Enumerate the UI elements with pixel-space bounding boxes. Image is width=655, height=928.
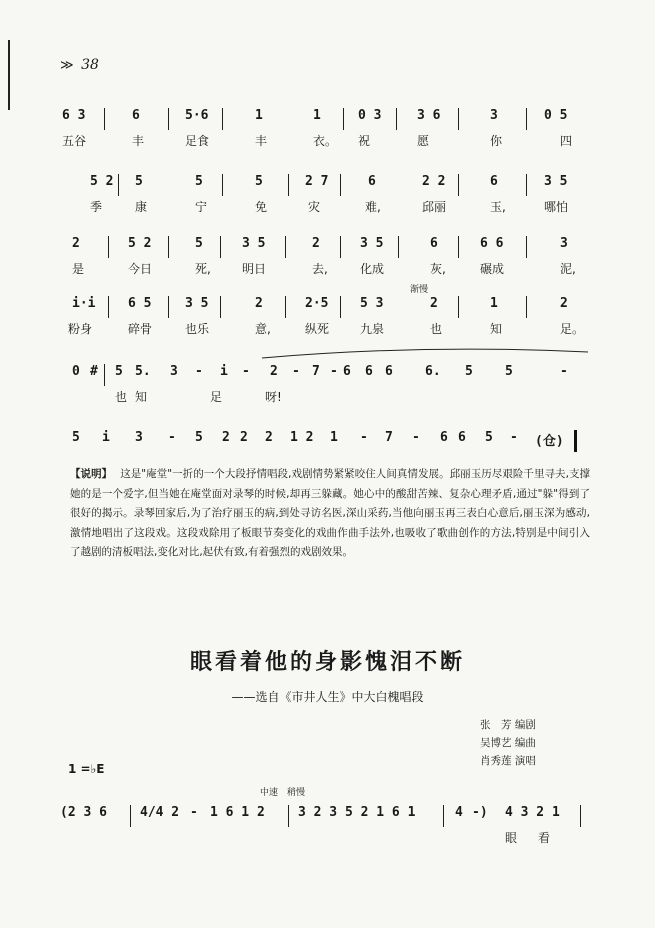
note: 3 6 <box>417 108 441 123</box>
note: 2 <box>270 364 278 379</box>
tempo-marking: 中速 稍慢 <box>260 788 306 798</box>
note: 1 6 1 2 <box>210 805 265 820</box>
note: 2 <box>430 296 438 311</box>
note: 2 <box>222 430 230 445</box>
note: 3 <box>560 236 568 251</box>
explanation-label: 【说明】 <box>70 468 113 480</box>
note: 2 2 <box>422 174 446 189</box>
note: 5 <box>72 430 80 445</box>
lyric: 愿 <box>417 134 430 148</box>
note: 6 <box>490 174 498 189</box>
note: (2 3 6 <box>60 805 107 820</box>
note: 5·6 <box>185 108 209 123</box>
key-signature: 1 =♭E <box>68 762 105 776</box>
note: - <box>190 805 198 820</box>
song-subtitle: ——选自《市井人生》中大白槐唱段 <box>231 690 424 704</box>
note: 6 <box>385 364 393 379</box>
note: 3 5 <box>360 236 384 251</box>
lyric: 四 <box>560 134 573 148</box>
lyric: 也乐 <box>185 322 210 336</box>
lyric: 知 <box>135 390 148 404</box>
note: - <box>168 430 176 445</box>
lyric: 也 <box>115 390 128 404</box>
lyric: 玉, <box>490 200 506 214</box>
note: 4/4 2 <box>140 805 180 820</box>
score-row-3 <box>60 236 600 284</box>
lyric: 你 <box>490 134 503 148</box>
lyric: 足。 <box>560 322 585 336</box>
note: 6 <box>343 364 351 379</box>
explanation <box>70 465 590 563</box>
note: 6 <box>368 174 376 189</box>
lyric: 季 <box>90 200 103 214</box>
note: 5 <box>485 430 493 445</box>
note: - <box>412 430 420 445</box>
note: - <box>360 430 368 445</box>
lyric: 粉身 <box>68 322 93 336</box>
final-barline <box>574 430 577 452</box>
lyric: 五谷 <box>62 134 87 148</box>
score-row-2 <box>60 174 600 222</box>
margin-line <box>8 40 10 110</box>
note: 2 <box>240 430 248 445</box>
lyric: 意, <box>255 322 271 336</box>
lyric: 今日 <box>128 262 153 276</box>
note: 0 5 <box>544 108 568 123</box>
note: 5 <box>465 364 473 379</box>
lyric: 九泉 <box>360 322 385 336</box>
note: 2 <box>255 296 263 311</box>
note: 6 5 <box>128 296 152 311</box>
lyric: 足 <box>210 390 223 404</box>
note: 1 2 <box>290 430 314 445</box>
lyric: 丰 <box>255 134 268 148</box>
note: 6 <box>365 364 373 379</box>
note: 1 <box>490 296 498 311</box>
note: -) <box>472 805 488 820</box>
credit-line: 肖秀莲 演唱 <box>480 755 536 767</box>
note: - <box>242 364 250 379</box>
explanation-text: 这是"庵堂"一折的一个大段抒情唱段,戏剧情势紧紧咬住人间真情发展。邱丽玉历尽艰险千里寻夫,支撑她的是一个爱字,但当她在庵堂面对录琴的时候,却再三躲藏。她心中的酸甜苦辣、复杂心理矛盾,通过"躲"得到了很好的揭示。录琴回家后,为了治疗丽玉的病,到处寻访名医,深山采药,当他向丽玉再三表白心意后,丽玉深为感动,激情地唱出了这段戏。这段戏除用了板眼节奏变化的戏曲作曲手法外,也吸收了歌曲创作的方法,特别是中间引入了越剧的清板唱法,变化对比,起伏有致,有着强烈的戏剧效果。 <box>70 468 591 558</box>
note: 0 3 <box>358 108 382 123</box>
credits <box>480 716 536 770</box>
note: 5 <box>195 236 203 251</box>
note: 3 2 3 5 2 1 6 1 <box>298 805 416 820</box>
page-header <box>60 57 99 73</box>
note: 6 <box>430 236 438 251</box>
note: i·i <box>72 296 96 311</box>
tempo-marking: 渐慢 <box>410 285 429 295</box>
lyric: 碎骨 <box>128 322 153 336</box>
note: 2 7 <box>305 174 329 189</box>
song-first-row <box>60 788 600 847</box>
note: 1 <box>255 108 263 123</box>
song-title: 眼看着他的身影愧泪不断 <box>189 649 465 675</box>
score-row-4 <box>60 285 600 344</box>
note: 6 6 <box>480 236 504 251</box>
note: 5. <box>135 364 151 379</box>
note: 5 <box>135 174 143 189</box>
note: 5 <box>195 174 203 189</box>
lyric: 也 <box>430 322 443 336</box>
note: - <box>292 364 300 379</box>
note: 6 <box>458 430 466 445</box>
lyric: 眼 <box>505 831 518 845</box>
lyric: 呀! <box>265 390 282 404</box>
lyric: 邱丽 <box>422 200 447 214</box>
lyric: 泥, <box>560 262 576 276</box>
note: # <box>90 364 98 379</box>
note: 5 <box>195 430 203 445</box>
lyric: 宁 <box>195 200 208 214</box>
lyric: 化成 <box>360 262 385 276</box>
note: 6 3 <box>62 108 86 123</box>
note: i <box>102 430 110 445</box>
page-number: 38 <box>81 57 99 73</box>
note: 2 <box>265 430 273 445</box>
lyric: 灰, <box>430 262 446 276</box>
note: 7 <box>312 364 320 379</box>
note: - <box>560 364 568 379</box>
page-mark-icon: ≫ <box>60 58 71 73</box>
note: 5 3 <box>360 296 384 311</box>
note: 5 2 <box>90 174 114 189</box>
note: 3 5 <box>185 296 209 311</box>
note: 1 <box>330 430 338 445</box>
note: (仓) <box>535 434 564 449</box>
note: 6 <box>440 430 448 445</box>
score-row-5 <box>60 364 600 412</box>
lyric: 免 <box>255 200 268 214</box>
credit-line: 张 芳 编剧 <box>480 719 536 731</box>
lyric: 纵死 <box>305 322 330 336</box>
note: 5 <box>115 364 123 379</box>
lyric: 丰 <box>132 134 145 148</box>
note: 3 5 <box>544 174 568 189</box>
lyric: 死, <box>195 262 211 276</box>
note: 2 <box>560 296 568 311</box>
note: 6 <box>132 108 140 123</box>
note: - <box>510 430 518 445</box>
note: 2 <box>312 236 320 251</box>
lyric: 足食 <box>185 134 210 148</box>
lyric: 衣。 <box>313 134 338 148</box>
note: - <box>330 364 338 379</box>
note: - <box>195 364 203 379</box>
note: 2 <box>72 236 80 251</box>
note: 7 <box>385 430 393 445</box>
score-row-1 <box>60 108 600 156</box>
lyric: 难, <box>365 200 381 214</box>
lyric: 看 <box>538 831 551 845</box>
note: 4 3 2 1 <box>505 805 560 820</box>
lyric: 碾成 <box>480 262 505 276</box>
lyric: 是 <box>72 262 85 276</box>
credit-line: 吴博艺 编曲 <box>480 737 536 749</box>
note: 2·5 <box>305 296 329 311</box>
lyric: 明日 <box>242 262 267 276</box>
lyric: 哪怕 <box>544 200 569 214</box>
note: 1 <box>313 108 321 123</box>
note: 3 <box>490 108 498 123</box>
lyric: 去, <box>312 262 328 276</box>
note: 3 5 <box>242 236 266 251</box>
note: 6. <box>425 364 441 379</box>
note: 5 <box>505 364 513 379</box>
lyric: 祝 <box>358 134 371 148</box>
note: 3 <box>135 430 143 445</box>
lyric: 灾 <box>308 200 321 214</box>
note: 0 <box>72 364 80 379</box>
note: 3 <box>170 364 178 379</box>
note: 4 <box>455 805 463 820</box>
note: 5 2 <box>128 236 152 251</box>
slur-line <box>260 346 590 360</box>
note: i <box>220 364 228 379</box>
lyric: 康 <box>135 200 148 214</box>
note: 5 <box>255 174 263 189</box>
lyric: 知 <box>490 322 503 336</box>
